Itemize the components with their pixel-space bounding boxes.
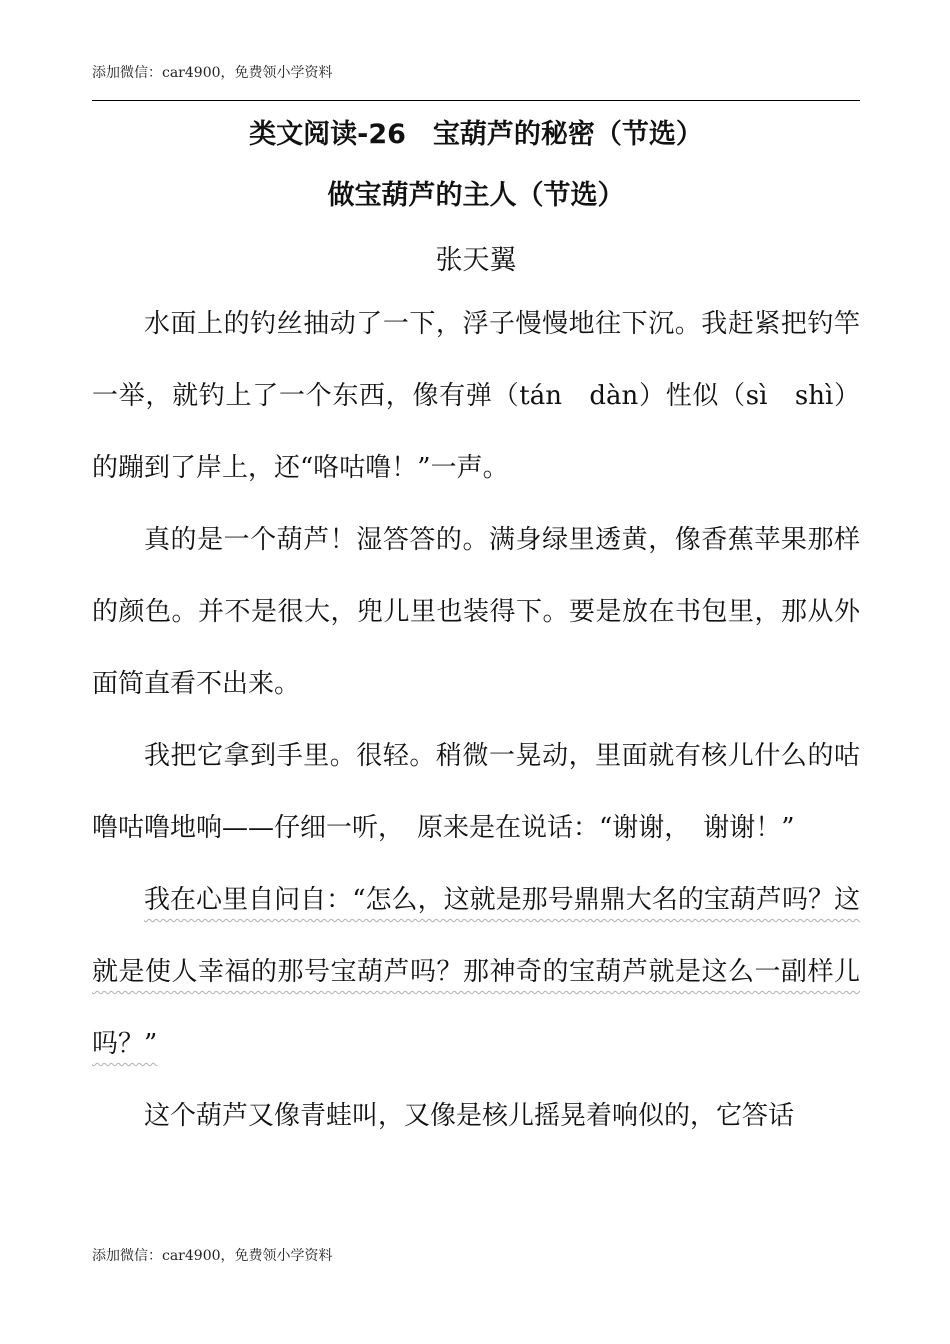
paragraph-1: 水面上的钓丝抽动了一下，浮子慢慢地往下沉。我赶紧把钓竿一举，就钓上了一个东西，像有弹（tán dàn）性似（sì shì）的蹦到了岸上，还“咯咕噜！”一声。	[92, 309, 860, 483]
paragraph-3: 我把它拿到手里。很轻。稍微一晃动，里面就有核儿什么的咕噜咕噜地响——仔细一听， 原来是在说话：“谢谢， 谢谢！”	[92, 741, 860, 843]
article-body	[92, 288, 860, 1152]
paragraph-2: 真的是一个葫芦！湿答答的。满身绿里透黄，像香蕉苹果那样的颜色。并不是很大，兜儿里也装得下。要是放在书包里，那从外面简直看不出来。	[92, 525, 860, 699]
author: 张天翼	[435, 245, 517, 276]
main-title: 类文阅读-26 宝葫芦的秘密（节选）	[249, 119, 703, 150]
header-divider	[92, 100, 860, 101]
paragraph-4	[92, 864, 860, 1080]
page-header: 添加微信：car4900，免费领小学资料	[92, 65, 333, 81]
underlined-text: 我在心里自问自：“怎么，这就是那号鼎鼎大名的宝葫芦吗？这就是使人幸福的那号宝葫芦吗？那神奇的宝葫芦就是这么一副样儿吗？”	[92, 885, 860, 1059]
sub-title: 做宝葫芦的主人（节选）	[327, 180, 625, 211]
paragraph-5: 这个葫芦又像青蛙叫，又像是核儿摇晃着响似的，它答话	[144, 1101, 795, 1131]
page-footer: 添加微信：car4900，免费领小学资料	[92, 1248, 333, 1264]
